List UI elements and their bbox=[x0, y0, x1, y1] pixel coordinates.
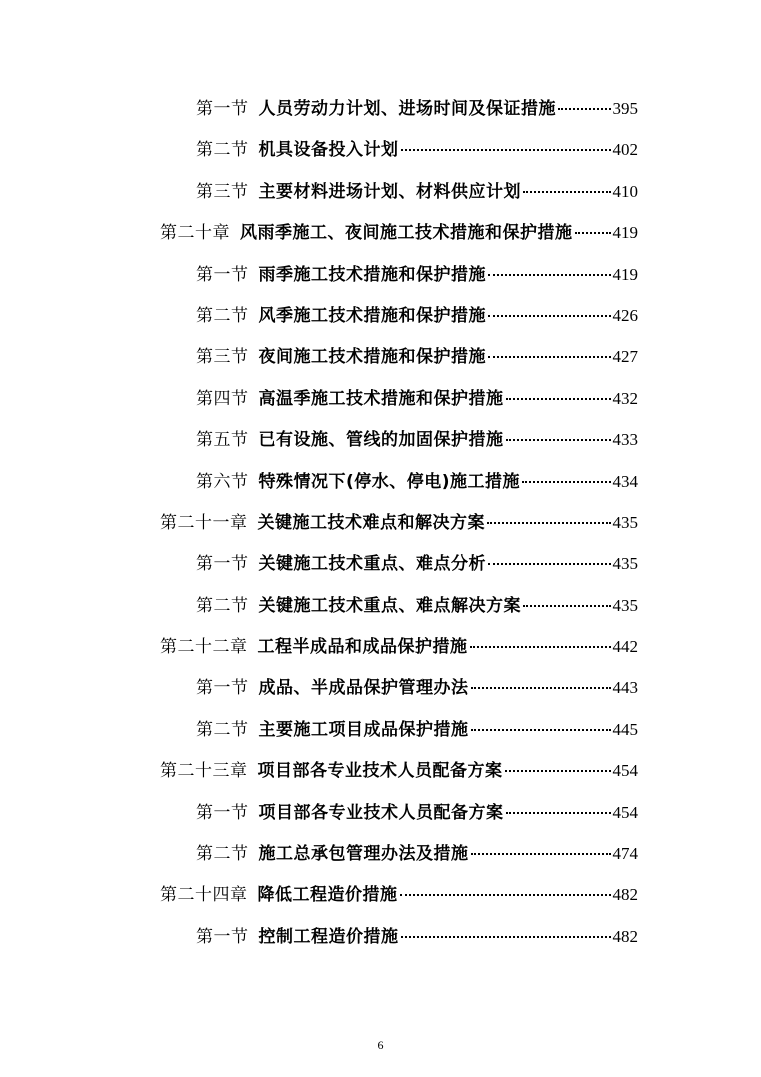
toc-entry-title: 雨季施工技术措施和保护措施 bbox=[258, 264, 486, 285]
dot-leader bbox=[488, 356, 611, 358]
toc-entry[interactable] bbox=[0, 752, 761, 793]
dot-leader bbox=[471, 687, 611, 689]
toc-entry-label: 第一节 bbox=[196, 99, 249, 119]
toc-entry-title: 风季施工技术措施和保护措施 bbox=[258, 305, 486, 326]
dot-leader bbox=[506, 812, 611, 814]
toc-entry-page: 443 bbox=[612, 678, 638, 698]
toc-entry-page: 482 bbox=[612, 926, 638, 946]
toc-entry-label: 第三节 bbox=[196, 181, 249, 202]
toc-entry-page: 427 bbox=[612, 347, 638, 367]
toc-entry[interactable] bbox=[0, 214, 761, 255]
toc-entry-page: 419 bbox=[612, 264, 638, 284]
toc-entry-title: 关键施工技术重点、难点解决方案 bbox=[258, 595, 521, 616]
dot-leader bbox=[488, 563, 611, 565]
toc-entry-label: 第一节 bbox=[196, 802, 249, 823]
toc-entry-label: 第二节 bbox=[196, 305, 249, 326]
toc-entry-page: 442 bbox=[612, 637, 638, 657]
toc-entry-label: 第二十三章 bbox=[160, 761, 248, 782]
dot-leader bbox=[522, 481, 610, 483]
toc-entry[interactable] bbox=[0, 504, 761, 545]
toc-entry-page: 435 bbox=[612, 595, 638, 615]
dot-leader bbox=[471, 729, 611, 731]
toc-entry-title: 特殊情况下(停水、停电)施工措施 bbox=[258, 471, 521, 492]
toc-entry[interactable] bbox=[0, 918, 761, 959]
toc-entry-title: 施工总承包管理办法及措施 bbox=[258, 844, 469, 865]
dot-leader bbox=[400, 894, 611, 896]
toc-entry[interactable] bbox=[0, 876, 761, 917]
toc-entry-page: 482 bbox=[612, 885, 638, 905]
toc-entry-title: 主要材料进场计划、材料供应计划 bbox=[258, 181, 521, 202]
toc-entry-title: 关键施工技术难点和解决方案 bbox=[257, 512, 485, 533]
toc-entry-page: 395 bbox=[612, 99, 638, 118]
dot-leader bbox=[401, 149, 611, 151]
toc-entry-title: 控制工程造价措施 bbox=[258, 926, 399, 947]
toc-entry-page: 454 bbox=[612, 802, 638, 822]
toc-entry-page: 432 bbox=[612, 388, 638, 408]
dot-leader bbox=[470, 646, 611, 648]
toc-entry-title: 风雨季施工、夜间施工技术措施和保护措施 bbox=[240, 223, 573, 244]
toc-entry[interactable] bbox=[0, 669, 761, 710]
dot-leader bbox=[487, 522, 611, 524]
toc-entry-label: 第二十二章 bbox=[160, 637, 248, 658]
toc-entry-page: 402 bbox=[612, 140, 638, 160]
toc-entry[interactable] bbox=[0, 173, 761, 214]
toc-entry-label: 第二节 bbox=[196, 140, 249, 161]
toc-entry-title: 已有设施、管线的加固保护措施 bbox=[258, 430, 504, 451]
toc-entry[interactable] bbox=[0, 587, 761, 628]
dot-leader bbox=[523, 191, 611, 193]
toc-entry-label: 第三节 bbox=[196, 347, 249, 368]
toc-entry-title: 高温季施工技术措施和保护措施 bbox=[258, 388, 504, 409]
toc-entry-title: 工程半成品和成品保护措施 bbox=[257, 637, 468, 658]
dot-leader bbox=[505, 770, 611, 772]
toc-entry[interactable] bbox=[0, 794, 761, 835]
dot-leader bbox=[471, 853, 611, 855]
toc-entry-title: 成品、半成品保护管理办法 bbox=[258, 678, 469, 699]
toc-entry-title: 人员劳动力计划、进场时间及保证措施 bbox=[258, 99, 556, 119]
toc-entry[interactable] bbox=[0, 297, 761, 338]
toc-entry-page: 434 bbox=[612, 471, 638, 491]
toc-entry[interactable] bbox=[0, 628, 761, 669]
toc-entry-title: 主要施工项目成品保护措施 bbox=[258, 719, 469, 740]
toc-entry-page: 433 bbox=[612, 430, 638, 450]
dot-leader bbox=[488, 315, 611, 317]
dot-leader bbox=[488, 274, 611, 276]
toc-entry-title: 机具设备投入计划 bbox=[258, 140, 399, 161]
toc-entry[interactable] bbox=[0, 835, 761, 876]
toc-entry[interactable] bbox=[0, 131, 761, 172]
toc-entry-page: 445 bbox=[612, 719, 638, 739]
toc-entry-label: 第二节 bbox=[196, 844, 249, 865]
dot-leader bbox=[401, 936, 611, 938]
toc-entry-label: 第二节 bbox=[196, 595, 249, 616]
page-number: 6 bbox=[377, 1038, 384, 1052]
dot-leader bbox=[558, 108, 611, 110]
toc-entry-label: 第一节 bbox=[196, 554, 249, 575]
toc-entry-label: 第二节 bbox=[196, 719, 249, 740]
toc-entry-page: 454 bbox=[612, 761, 638, 781]
toc-entry-title: 项目部各专业技术人员配备方案 bbox=[257, 761, 503, 782]
toc-entry[interactable] bbox=[0, 338, 761, 379]
toc-entry[interactable] bbox=[0, 711, 761, 752]
dot-leader bbox=[506, 398, 611, 400]
toc-entry-label: 第五节 bbox=[196, 430, 249, 451]
toc-entry-page: 419 bbox=[612, 223, 638, 243]
toc-entry[interactable] bbox=[0, 90, 761, 131]
toc-entry-title: 关键施工技术重点、难点分析 bbox=[258, 554, 486, 575]
dot-leader bbox=[523, 605, 611, 607]
toc-entry[interactable] bbox=[0, 421, 761, 462]
toc-entry-page: 435 bbox=[612, 554, 638, 574]
toc-entry-title: 降低工程造价措施 bbox=[257, 885, 398, 906]
toc-entry-page: 435 bbox=[612, 512, 638, 532]
toc-entry-label: 第二十章 bbox=[160, 223, 230, 244]
toc-entry-label: 第六节 bbox=[196, 471, 249, 492]
dot-leader bbox=[506, 439, 611, 441]
toc-entry[interactable] bbox=[0, 463, 761, 504]
toc-entry-page: 474 bbox=[612, 844, 638, 864]
table-of-contents bbox=[0, 90, 761, 959]
dot-leader bbox=[575, 232, 611, 234]
toc-entry-title: 夜间施工技术措施和保护措施 bbox=[258, 347, 486, 368]
toc-entry-label: 第一节 bbox=[196, 264, 249, 285]
toc-entry-label: 第二十一章 bbox=[160, 512, 248, 533]
toc-entry-label: 第二十四章 bbox=[160, 885, 248, 906]
toc-entry[interactable] bbox=[0, 545, 761, 586]
toc-entry[interactable] bbox=[0, 380, 761, 421]
toc-entry-label: 第四节 bbox=[196, 388, 249, 409]
toc-entry-title: 项目部各专业技术人员配备方案 bbox=[258, 802, 504, 823]
toc-entry-label: 第一节 bbox=[196, 678, 249, 699]
toc-entry[interactable] bbox=[0, 256, 761, 297]
toc-entry-label: 第一节 bbox=[196, 926, 249, 947]
toc-entry-page: 426 bbox=[612, 305, 638, 325]
toc-entry-page: 410 bbox=[612, 181, 638, 201]
